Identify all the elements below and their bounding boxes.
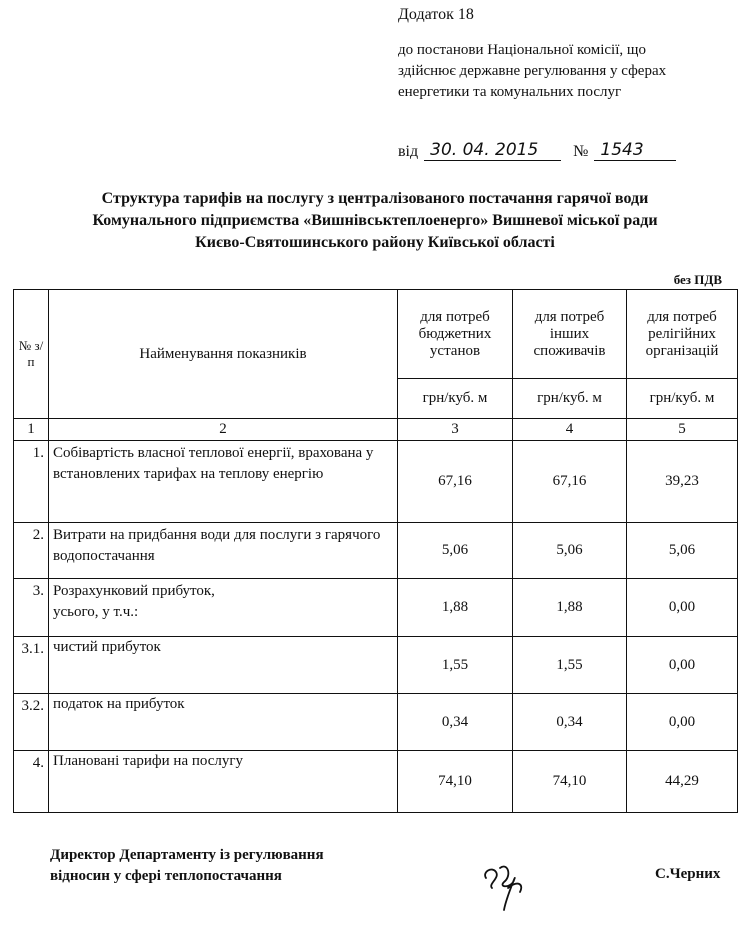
- value-budget: 0,34: [398, 694, 513, 751]
- header-budget: для потреб бюджетних установ: [398, 290, 513, 379]
- row-number: 3.1.: [14, 637, 49, 694]
- row-name: Плановані тарифи на послугу: [49, 751, 398, 813]
- header-num: № з/п: [14, 290, 49, 419]
- col-number: 5: [627, 419, 738, 441]
- row-name: Витрати на придбання води для послуги з гарячого водопостачання: [49, 523, 398, 579]
- value-budget: 67,16: [398, 441, 513, 523]
- vat-note: без ПДВ: [673, 272, 722, 287]
- decree-number: 1543: [594, 140, 676, 161]
- value-budget: 5,06: [398, 523, 513, 579]
- value-religious: 0,00: [627, 694, 738, 751]
- col-number: 4: [513, 419, 627, 441]
- table-row: [14, 637, 738, 694]
- row-number: 3.2.: [14, 694, 49, 751]
- date-prefix: від: [398, 143, 419, 160]
- unit-other: грн/куб. м: [513, 379, 627, 419]
- value-religious: 5,06: [627, 523, 738, 579]
- value-religious: 44,29: [627, 751, 738, 813]
- row-name: Розрахунковий прибуток, усього, у т.ч.:: [49, 579, 398, 637]
- value-budget: 74,10: [398, 751, 513, 813]
- value-other: 1,55: [513, 637, 627, 694]
- value-other: 1,88: [513, 579, 627, 637]
- document-title: [0, 188, 750, 254]
- signatory-title-line-1: Директор Департаменту із регулювання: [50, 847, 324, 863]
- value-other: 74,10: [513, 751, 627, 813]
- row-number: 1.: [14, 441, 49, 523]
- table-row: [14, 441, 738, 523]
- number-prefix: №: [573, 143, 589, 160]
- table-row: [14, 751, 738, 813]
- decree-line: [398, 140, 676, 161]
- row-number: 4.: [14, 751, 49, 813]
- decree-date: 30. 04. 2015: [424, 140, 561, 161]
- col-number: 2: [49, 419, 398, 441]
- col-number: 1: [14, 419, 49, 441]
- value-budget: 1,55: [398, 637, 513, 694]
- unit-budget: грн/куб. м: [398, 379, 513, 419]
- header-religious: для потреб релігійних організацій: [627, 290, 738, 379]
- value-religious: 0,00: [627, 637, 738, 694]
- signatory-title-line-2: відносин у сфері теплопостачання: [50, 868, 282, 884]
- signatory-name: С.Черних: [655, 866, 721, 882]
- handwritten-signature: [478, 858, 548, 923]
- appendix-note: до постанови Національної комісії, що здійснює державне регулювання у сферах енергетики та комунальних послуг: [398, 42, 667, 100]
- row-name: Собівартість власної теплової енергії, врахована у встановлених тарифах на теплову енергію: [49, 441, 398, 523]
- header-name: Найменування показників: [49, 290, 398, 419]
- value-other: 0,34: [513, 694, 627, 751]
- row-number: 3.: [14, 579, 49, 637]
- table-row: [14, 523, 738, 579]
- value-religious: 39,23: [627, 441, 738, 523]
- header-row: [14, 290, 738, 379]
- value-religious: 0,00: [627, 579, 738, 637]
- header-other: для потреб інших споживачів: [513, 290, 627, 379]
- title-line-1: Структура тарифів на послугу з централізованого постачання гарячої води: [101, 190, 649, 207]
- value-other: 67,16: [513, 441, 627, 523]
- column-number-row: [14, 419, 738, 441]
- signatory-title: [50, 845, 324, 887]
- unit-religious: грн/куб. м: [627, 379, 738, 419]
- table-row: [14, 579, 738, 637]
- title-line-3: Києво-Святошинського району Київської області: [195, 234, 555, 251]
- col-number: 3: [398, 419, 513, 441]
- row-number: 2.: [14, 523, 49, 579]
- tariff-table: [13, 289, 738, 813]
- value-other: 5,06: [513, 523, 627, 579]
- table-row: [14, 694, 738, 751]
- title-line-2: Комунального підприємства «Вишнівськтеплоенерго» Вишневої міської ради: [92, 212, 658, 229]
- row-name: податок на прибуток: [49, 694, 398, 751]
- row-name: чистий прибуток: [49, 637, 398, 694]
- value-budget: 1,88: [398, 579, 513, 637]
- appendix-label: Додаток 18: [398, 6, 474, 23]
